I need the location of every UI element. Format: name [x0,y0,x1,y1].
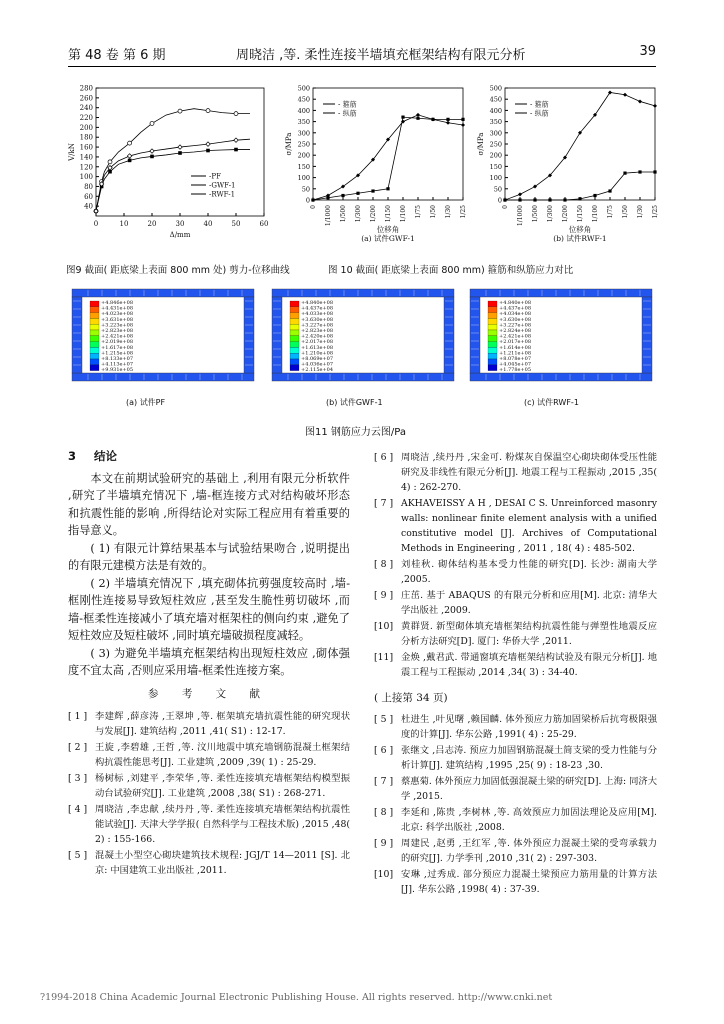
y-tick-label: 50 [493,185,502,194]
reference-text: 周晓洁 ,续丹丹 ,宋金可. 粉煤灰自保温空心砌块砌体受压性能研究及非线性有限元分析[J]. 地震工程与工程振动 ,2015 ,35( 4) : 262-270. [401,452,657,493]
legend-value: +2.115e+04 [301,367,334,374]
y-tick-label: 350 [489,118,502,127]
x-tick-label: 1/500 [340,205,347,223]
data-point [108,160,112,164]
y-tick-label: 100 [489,174,502,183]
reference-text: 杨树标 ,刘建平 ,李荣华 ,等. 柔性连接填充墙框架结构模型振动台试验研究[J]. 工业建筑 ,2008 ,38( S1) : 268-271. [95,773,350,799]
y-axis-label: V/kN [68,143,76,161]
data-point [623,172,626,175]
legend-swatch [488,353,497,359]
fig11-panel [466,285,656,415]
x-tick-label: 1/50 [430,205,437,219]
data-point [653,170,656,173]
references-heading: 参 考 文 献 [147,687,270,700]
copyright-footer: ?1994-2018 China Academic Journal Electronic Publishing House. All rights reserved. http://www.cnki.net [40,992,553,1003]
x-tick-label: 0 [310,205,317,209]
reference-text: 庄茁. 基于 ABAQUS 的有限元分析和应用[M]. 北京: 清华大学出版社 ,2009. [401,590,657,616]
x-tick-label: 1/75 [415,205,422,219]
fig10a-stress-chart-gwf1 [283,80,473,250]
legend-swatch [90,347,99,353]
data-point [150,149,154,153]
legend-swatch [488,365,497,371]
legend-value: +1.617e+08 [101,344,134,351]
legend-value: +3.227e+08 [499,322,532,329]
running-header [68,44,656,64]
x-tick-label: 1/300 [355,205,362,223]
section-heading [68,448,350,466]
data-point [234,148,238,152]
y-tick-label: 250 [297,140,310,149]
x-tick-label: 1/50 [622,205,629,219]
legend-label: -RWF-1 [209,190,236,199]
y-tick-label: 250 [489,140,502,149]
right-column [374,450,657,898]
reference-list [68,709,350,878]
reference-text: 周晓洁 ,李忠献 ,续丹丹 ,等. 柔性连接填充墙框架结构抗震性能试验[J]. 天津大学学报( 自然科学与工程技术版) ,2015 ,48( 2) : 155-166. [95,804,350,845]
reference-text: 张继文 ,吕志涛. 预应力加固钢筋混凝土简支梁的受力性能与分析计算[J]. 建筑结构 ,1995 ,25( 9) : 18-23 ,30. [401,744,657,771]
contour-plot [68,285,258,405]
legend-swatch [90,330,99,336]
reference-item [374,650,657,680]
paragraph: ( 3) 为避免半墙填充框架结构出现短柱效应 ,砌体强度不宜太高 ,否则应采用墙-框柔性连接方案。 [68,646,350,677]
reference-text: 刘桂秋. 砌体结构基本受力性能的研究[D]. 长沙: 湖南大学 ,2005. [401,559,657,585]
y-tick-label: 200 [297,151,310,160]
data-point [548,198,551,201]
y-tick-label: 200 [79,123,93,132]
legend-swatch [488,347,497,353]
legend-swatch [90,318,99,324]
legend-value: +3.227e+08 [301,322,334,329]
legend-swatch [90,342,99,348]
left-column [272,297,282,373]
legend-label: - 纵筋 [338,109,357,118]
data-point [178,109,182,113]
y-tick-label: 150 [489,162,502,171]
legend-swatch [488,318,497,324]
paragraph: ( 2) 半墙填充情况下 ,填充砌体抗剪强度较高时 ,墙-框刚性连接易导致短柱效应 ,甚至发生脆性剪切破坏 ,而墙-框柔性连接减小了填充墙对框架柱的侧向约束 ,避免了短柱效应及短柱破坏 ,同时填充墙破损程度减轻。 [68,576,350,642]
legend-swatch [290,353,299,359]
y-axis-label: σ/MPa [285,132,293,156]
reference-text: 金焕 ,戴君武. 带通窗填充墙框架结构试验及有限元分析[J]. 地震工程与工程振动 ,2014 ,34( 3) : 34-40. [401,652,657,678]
data-point [593,194,596,197]
data-point [518,198,521,201]
fig10-caption: 图 10 截面( 距底梁上表面 800 mm) 箍筋和纵筋应力对比 [328,265,574,276]
y-tick-label: 280 [79,84,93,93]
legend-value: +8.078e+07 [499,356,532,362]
reference-text: 周建民 ,赵勇 ,王红军 ,等. 体外预应力混凝土梁的受弯承载力的研究[J]. 力学季刊 ,2010 ,31( 2) : 297-303. [401,837,657,864]
data-point [446,118,449,121]
legend-value: +4.034e+08 [499,311,532,318]
x-tick-label: 1/1000 [517,205,524,227]
legend-label: - 箍筋 [530,100,549,109]
x-tick-label: 10 [119,220,129,228]
data-point [608,189,611,192]
legend-swatch [290,301,299,307]
reference-number: [ 1 ] [68,711,88,722]
legend-swatch [290,307,299,313]
x-axis-label: Δ/mm [169,231,191,239]
left-column [72,297,82,373]
legend-value: +4.045e+07 [499,361,532,368]
reference-number: [ 7 ] [374,775,394,787]
reference-number: [ 7 ] [374,498,394,509]
reference-item [374,774,657,804]
legend-swatch [488,313,497,319]
y-tick-label: 240 [79,104,93,113]
y-tick-label: 80 [84,182,93,191]
fig11-panel-label: (c) 试件RWF-1 [524,398,579,407]
legend-swatch [290,342,299,348]
y-tick-label: 350 [297,118,310,127]
y-tick-label: 40 [84,202,93,211]
legend-swatch [290,347,299,353]
x-tick-label: 20 [147,220,157,228]
legend-value: +1.778e+05 [499,367,532,374]
reference-item [374,619,657,649]
fig11-panel-label: (a) 试件PF [126,398,166,407]
legend-label: -PF [209,172,221,181]
left-column [470,297,480,373]
data-point [150,155,154,159]
bottom-beam [72,373,254,381]
legend-value: +1.211e+08 [499,350,532,357]
plot-frame [313,88,463,200]
legend-swatch [488,330,497,336]
legend-value: +9.931e+05 [101,367,134,374]
x-tick-label: 1/30 [445,205,452,219]
reference-text: 安琳 ,过秀成. 部分预应力混凝土梁预应力筋用量的计算方法[J]. 华东公路 ,1998( 4) : 37-39. [401,868,657,895]
top-beam [470,289,652,297]
fig10b-stress-chart-rwf1 [475,80,665,250]
x-axis-label: 位移角 [568,225,592,234]
legend-value: +4.036e+07 [301,361,334,368]
data-point [416,117,419,120]
y-tick-label: 50 [301,185,310,194]
legend-value: +8.133e+07 [101,356,134,362]
legend-value: +4.437e+08 [499,305,532,312]
legend-swatch [90,353,99,359]
legend-value: +3.631e+08 [101,316,134,323]
y-tick-label: 500 [489,84,502,93]
reference-item [374,496,657,556]
reference-item [374,743,657,773]
legend-value: +2.017e+08 [499,339,532,346]
reference-number: [ 9 ] [374,837,394,849]
x-tick-label: 1/30 [637,205,644,219]
bottom-beam [272,373,454,381]
legend-swatch [90,336,99,342]
data-point [178,145,182,149]
section-number: 3 [68,449,77,463]
legend-value: +4.113e+07 [101,361,134,368]
y-tick-label: 160 [79,143,93,152]
y-tick-label: 500 [297,84,310,93]
legend-value: +2.823e+08 [101,328,134,334]
legend-value: +1.215e+08 [101,350,134,357]
reference-item [68,740,350,770]
data-point [234,112,238,116]
reference-text: 蔡惠菊. 体外预应力加固低强混凝土梁的研究[D]. 上海: 同济大学 ,2015. [401,775,657,802]
reference-number: [ 8 ] [374,559,394,570]
reference-text: 杜进生 ,叶见曙 ,赖国麟. 体外预应力筋加固梁桥后抗弯极限强度的计算[J]. 华东公路 ,1991( 4) : 25-29. [401,713,657,740]
legend-swatch [488,359,497,365]
reference-item [68,709,350,739]
reference-text: 李延和 ,陈贵 ,李树林 ,等. 高效预应力加固法理论及应用[M]. 北京: 科学出版社 ,2008. [401,806,657,833]
x-tick-label: 1/500 [532,205,539,223]
x-tick-label: 50 [231,220,241,228]
data-point [386,187,389,190]
legend-swatch [488,342,497,348]
continued-note: ( 上接第 34 页) [374,692,448,704]
series-line-PF [96,150,250,212]
x-tick-label: 1/25 [652,205,659,219]
fig11-panel [268,285,458,415]
y-tick-label: 100 [297,174,310,183]
legend-label: -GWF-1 [209,181,236,190]
data-point [638,170,641,173]
reference-list [374,450,657,680]
legend-swatch [290,330,299,336]
fig11-panel-label: (b) 试件GWF-1 [326,398,383,407]
legend-value: +3.630e+08 [499,316,532,323]
x-tick-label: 30 [175,220,185,228]
legend-value: +4.840e+08 [301,300,334,306]
y-tick-label: 0 [305,196,310,205]
reference-item [374,712,657,742]
y-tick-label: 180 [79,133,93,142]
top-beam [272,289,454,297]
reference-number: [ 6 ] [374,452,394,463]
series-line-纵筋 [505,92,655,200]
legend-value: +4.033e+08 [301,311,334,318]
legend-value: +2.823e+08 [301,328,334,334]
data-point [178,151,182,155]
legend-value: +8.069e+07 [301,356,334,362]
plot-frame [505,88,655,200]
data-point [416,113,420,117]
fig9-caption: 图9 截面( 距底梁上表面 800 mm 处) 剪力-位移曲线 [66,265,290,276]
data-point [128,159,132,163]
right-column [444,297,454,373]
x-tick-label: 0 [93,220,99,228]
data-point [533,198,536,201]
y-tick-label: 450 [489,95,502,104]
x-tick-label: 60 [259,220,269,228]
fig11-caption: 图11 钢筋应力云图/Pa [305,427,406,438]
y-tick-label: 400 [297,106,310,115]
y-axis-label: σ/MPa [477,132,485,156]
data-point [401,116,404,119]
legend-swatch [90,365,99,371]
reference-number: [ 2 ] [68,742,88,753]
legend-value: +2.421e+08 [499,333,532,340]
right-column [642,297,652,373]
legend-swatch [290,324,299,330]
y-tick-label: 220 [79,114,93,123]
page-number: 39 [639,44,656,59]
legend-value: +4.437e+08 [301,305,334,312]
subplot-title: (b) 试件RWF-1 [553,234,607,243]
fig9-shear-displacement-chart [66,80,276,245]
data-point [341,194,344,197]
reference-item [374,450,657,495]
reference-number: [ 9 ] [374,590,394,601]
article-running-title: 周晓洁 ,等. 柔性连接半墙填充框架结构有限元分析 [236,48,526,63]
legend-value: +3.630e+08 [301,316,334,323]
y-tick-label: 150 [297,162,310,171]
data-point [371,189,374,192]
legend-swatch [90,301,99,307]
reference-item [374,805,657,835]
legend-swatch [488,336,497,342]
data-point [623,93,627,97]
y-tick-label: 300 [297,129,310,138]
reference-number: [ 6 ] [374,744,394,756]
reference-text: 混凝土小型空心砌块建筑技术规程: JGJ/T 14—2011 [S]. 北京: 中国建筑工业出版社 ,2011. [95,850,350,876]
legend-swatch [488,301,497,307]
reference-number: [11] [374,652,394,663]
legend-value: +1.614e+08 [499,344,532,351]
reference-item [374,867,657,897]
header-rule [68,66,656,67]
reference-text: 黄群贤. 新型砌体填充墙框架结构抗震性能与弹塑性地震反应分析方法研究[D]. 厦门: 华侨大学 ,2011. [401,621,657,647]
y-tick-label: 260 [79,94,93,103]
reference-number: [ 5 ] [68,850,88,861]
x-tick-label: 1/25 [460,205,467,219]
legend-label: - 箍筋 [338,100,357,109]
legend-value: +4.023e+08 [101,311,134,318]
paragraph: ( 1) 有限元计算结果基本与试验结果吻合 ,说明提出的有限元建模方法是有效的。 [68,541,350,572]
legend-value: +4.431e+08 [101,305,134,312]
x-tick-label: 1/150 [385,205,392,223]
legend-value: +1.210e+08 [301,350,334,357]
x-tick-label: 1/300 [547,205,554,223]
reference-number: [ 8 ] [374,806,394,818]
y-tick-label: 120 [79,163,93,172]
legend-swatch [290,336,299,342]
y-tick-label: 300 [489,129,502,138]
data-point [206,109,210,113]
x-tick-label: 1/150 [577,205,584,223]
reference-number: [10] [374,868,394,880]
x-axis-label: 位移角 [376,225,400,234]
section-title: 结论 [94,449,118,463]
journal-volume: 第 48 卷 第 6 期 [68,48,166,63]
reference-text: 李建辉 ,薛彦涛 ,王翠坤 ,等. 框架填充墙抗震性能的研究现状与发展[J]. 建筑结构 ,2011 ,41( S1) : 12-17. [95,711,350,737]
x-tick-label: 40 [203,220,213,228]
data-point [150,121,154,125]
top-beam [72,289,254,297]
legend-label: - 纵筋 [530,109,549,118]
y-tick-label: 200 [489,151,502,160]
reference-item [374,836,657,866]
data-point [356,192,359,195]
data-point [578,197,581,200]
reference-item [68,771,350,801]
legend-value: +2.017e+08 [301,339,334,346]
contour-plot [268,285,458,405]
data-point [206,149,210,153]
y-tick-label: 100 [79,173,93,182]
paragraph: 本文在前期试验研究的基础上 ,利用有限元分析软件 ,研究了半墙填充情况下 ,墙-框连接方式对结构破坏形态和抗震性能的影响 ,所得结论对实际工程应用有着重要的指导意义。 [68,471,350,537]
data-point [653,104,657,108]
reference-item [374,588,657,618]
data-point [461,123,465,127]
data-point [446,121,450,125]
legend-swatch [290,365,299,371]
legend-value: +4.846e+08 [101,300,134,306]
data-point [461,118,464,121]
x-tick-label: 1/100 [400,205,407,223]
y-tick-label: 140 [79,153,93,162]
data-point [206,142,210,146]
reference-list [374,712,657,897]
legend-swatch [488,307,497,313]
legend-swatch [90,359,99,365]
left-column [68,448,350,879]
x-tick-label: 1/75 [607,205,614,219]
legend-value: +2.019e+08 [101,339,134,346]
reference-text: AKHAVEISSY A H , DESAI C S. Unreinforced masonry walls: nonlinear finite element analysis with a unified constitutive model [J]. Archives of Computational Methods in Engineering , 2011 , 18( 4) : 485-502. [401,498,657,554]
y-tick-label: 0 [497,196,502,205]
legend-value: +3.223e+08 [101,322,134,329]
legend-swatch [290,318,299,324]
y-tick-label: 450 [297,95,310,104]
legend-swatch [90,324,99,330]
data-point [638,99,642,103]
legend-value: +2.421e+08 [101,333,134,340]
x-tick-label: 1/200 [370,205,377,223]
legend-swatch [488,324,497,330]
reference-number: [ 4 ] [68,804,88,815]
reference-item [68,848,350,878]
y-tick-label: 60 [84,192,93,201]
legend-value: +1.613e+08 [301,344,334,351]
reference-number: [ 5 ] [374,713,394,725]
x-tick-label: 1/100 [592,205,599,223]
x-tick-label: 1/200 [562,205,569,223]
series-line-箍筋 [505,172,655,200]
reference-text: 王旋 ,李碧雄 ,王哲 ,等. 汶川地震中填充墙钢筋混凝土框架结构抗震性能思考[J]. 工业建筑 ,2009 ,39( 1) : 25-29. [95,742,350,768]
bottom-beam [470,373,652,381]
x-tick-label: 1/1000 [325,205,332,227]
reference-number: [10] [374,621,394,632]
legend-value: +2.824e+08 [499,328,532,334]
y-tick-label: 400 [489,106,502,115]
x-tick-label: 0 [502,205,509,209]
right-column [244,297,254,373]
legend-swatch [290,359,299,365]
reference-number: [ 3 ] [68,773,88,784]
reference-item [68,802,350,847]
legend-swatch [290,313,299,319]
subplot-title: (a) 试件GWF-1 [361,234,415,243]
data-point [518,192,522,196]
legend-swatch [90,313,99,319]
reference-item [374,557,657,587]
legend-swatch [90,307,99,313]
contour-plot [466,285,656,405]
legend-value: +2.420e+08 [301,333,334,340]
data-point [563,198,566,201]
data-point [127,154,131,158]
legend-value: +4.840e+08 [499,300,532,306]
data-point [128,141,132,145]
fig11-panel [68,285,258,415]
data-point [234,138,238,142]
